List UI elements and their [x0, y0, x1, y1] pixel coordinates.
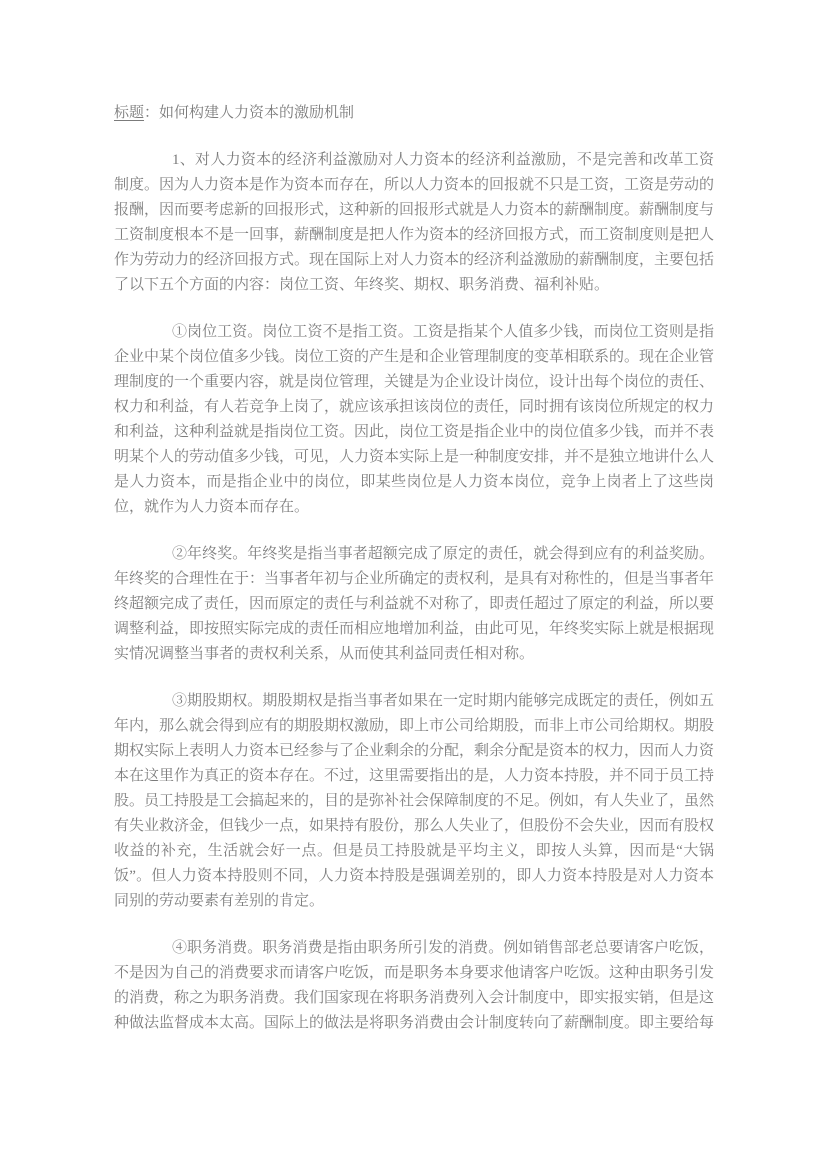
document-content	[114, 101, 714, 1036]
document-title	[114, 101, 714, 126]
paragraph-5-position-consumption: ④职务消费。职务消费是指由职务所引发的消费。例如销售部老总要请客户吃饭，不是因为自己的消费要求而请客户吃饭，而是职务本身要求他请客户吃饭。这种由职务引发的消费，称之为职务消费。我们国家现在将职务消费列入会计制度中，即实报实销，但是这种做法监督成本太高。国际上的做法是将职务消费由会计制度转向了薪酬制度。即主要给每	[114, 940, 715, 1031]
paragraph-2-position-salary: ①岗位工资。岗位工资不是指工资。工资是指某个人值多少钱，而岗位工资则是指企业中某个岗位值多少钱。岗位工资的产生是和企业管理制度的变革相联系的。现在企业管理制度的一个重要内容，就是岗位管理，关键是为企业设计岗位，设计出每个岗位的责任、权力和利益，有人若竞争上岗了，就应该承担该岗位的责任，同时拥有该岗位所规定的权力和利益，这种利益就是指岗位工资。因此，岗位工资是指企业中的岗位值多少钱，而并不表明某个人的劳动值多少钱，可见，人力资本实际上是一种制度安排，并不是独立地讲什么人是人力资本，而是指企业中的岗位，即某些岗位是人力资本岗位，竞争上岗者上了这些岗位，就作为人力资本而存在。	[114, 324, 715, 515]
paragraph-4-stock-options: ③期股期权。期股期权是指当事者如果在一定时期内能够完成既定的责任，例如五年内，那么就会得到应有的期股期权激励，即上市公司给期股，而非上市公司给期权。期股期权实际上表明人力资本已经参与了企业剩余的分配，剩余分配是资本的权力，因而人力资本在这里作为真正的资本存在。不过，这里需要指出的是，人力资本持股，并不同于员工持股。员工持股是工会搞起来的，目的是弥补社会保障制度的不足。例如，有人失业了，虽然有失业救济金，但钱少一点，如果持有股份，那么人失业了，但股份不会失业，因而有股权收益的补充，生活就会好一点。但是员工持股就是平均主义，即按人头算，因而是“大锅饭”。但人力资本持股则不同，人力资本持股是强调差别的，即人力资本持股是对人力资本同别的劳动要素有差别的肯定。	[114, 693, 715, 909]
title-label: 标题	[114, 105, 145, 121]
paragraph-3-year-end-bonus: ②年终奖。年终奖是指当事者超额完成了原定的责任，就会得到应有的利益奖励。年终奖的合理性在于：当事者年初与企业所确定的责权利，是具有对称性的，但是当事者年终超额完成了责任，因而原定的责任与利益就不对称了，即责任超过了原定的利益，所以要调整利益，即按照实际完成的责任而相应地增加利益，由此可见，年终奖实际上就是根据现实情况调整当事者的责权利关系，从而使其利益同责任相对称。	[114, 546, 715, 662]
title-text: 如何构建人力资本的激励机制	[159, 105, 355, 121]
paragraph-1-economic-incentive: 1、对人力资本的经济利益激励对人力资本的经济利益激励，不是完善和改革工资制度。因为人力资本是作为资本而存在，所以人力资本的回报就不只是工资，工资是劳动的报酬，因而要考虑新的回报形式，这种新的回报形式就是人力资本的薪酬制度。薪酬制度与工资制度根本不是一回事，薪酬制度是把人作为资本的经济回报方式，而工资制度则是把人作为劳动力的经济回报方式。现在国际上对人力资本的经济利益激励的薪酬制度，主要包括了以下五个方面的内容：岗位工资、年终奖、期权、职务消费、福利补贴。	[114, 152, 715, 293]
title-colon: ：	[144, 105, 160, 121]
